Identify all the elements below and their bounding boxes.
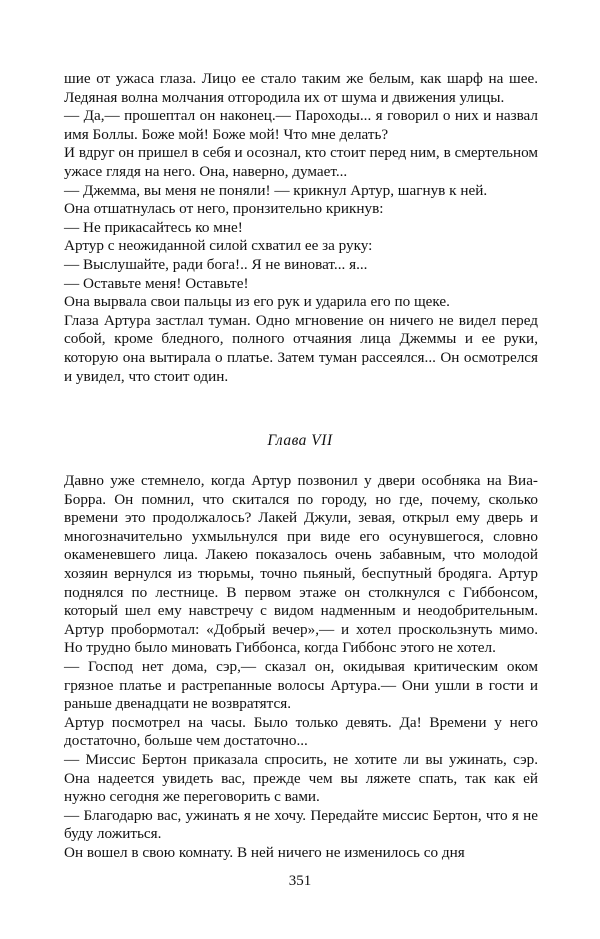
paragraph: — Миссис Бертон приказала спросить, не хотите ли вы ужинать, сэр. Она надеется увидеть вас, прежде чем вы ляжете спать, так как ей нужно сегодня же переговорить с вами. [64,750,538,806]
paragraph: — Выслушайте, ради бога!.. Я не виноват... я... [64,255,368,273]
paragraph: Она вырвала свои пальцы из его рук и ударила его по щеке. [64,293,450,311]
text-block-top [64,70,538,386]
chapter-title: Глава VII [267,432,333,449]
paragraph: Глаза Артура застлал туман. Одно мгновение он ничего не видел перед собой, кроме бледного, полного отчаяния лица Джеммы и ее руки, которую она вытирала о платье. Затем туман рассеялся... Он осмотрелся и увидел, что стоит один. [64,311,538,385]
text-block-bottom [64,472,538,862]
paragraph: Он вошел в свою комнату. В ней ничего не изменилось со дня [64,843,465,861]
paragraph: Артур с неожиданной силой схватил ее за руку: [64,237,373,255]
paragraph: — Оставьте меня! Оставьте! [64,274,249,292]
page-number: 351 [288,873,312,889]
paragraph: Она отшатнулась от него, пронзительно крикнув: [64,200,384,218]
paragraph: Артур посмотрел на часы. Было только девять. Да! Времени у него достаточно, больше чем достаточно... [64,713,538,750]
paragraph: И вдруг он пришел в себя и осознал, кто стоит перед ним, в смертельном ужасе глядя на него. Она, наверно, думает... [64,144,538,180]
paragraph: Давно уже стемнело, когда Артур позвонил у двери особняка на Виа-Борра. Он помнил, что скитался по городу, но где, почему, сколько времени это продолжалось? Лакей Джули, зевая, открыл ему дверь и многозначительно ухмыльнулся при виде его осунувшегося, словно окаменевшего лица. Лакею показалось очень забавным, что молодой хозяин вернулся из тюрьмы, точно пьяный, беспутный бродяга. Артур поднялся по лестнице. В первом этаже он столкнулся с Гиббонсом, который шел ему навстречу с видом надменным и неодобрительным. Артур пробормотал: «Добрый вечер»,— и хотел проскользнуть мимо. Но трудно было миновать Гиббонса, когда Гиббонс этого не хотел. [64,472,538,657]
paragraph: шие от ужаса глаза. Лицо ее стало таким же белым, как шарф на шее. Ледяная волна молчания отгородила их от шума и движения улицы. [64,70,538,106]
paragraph: — Господ нет дома, сэр,— сказал он, окидывая критическим оком грязное платье и растрепанные волосы Артура.— Они ушли в гости и раньше двенадцати не возвратятся. [64,657,538,713]
paragraph: — Не прикасайтесь ко мне! [64,218,243,236]
paragraph: — Благодарю вас, ужинать я не хочу. Передайте миссис Бертон, что я не буду ложиться. [64,806,538,843]
paragraph: — Да,— прошептал он наконец.— Пароходы... я говорил о них и назвал имя Боллы. Боже мой! Боже мой! Что мне делать? [64,107,538,143]
paragraph: — Джемма, вы меня не поняли! — крикнул Артур, шагнув к ней. [64,181,488,199]
